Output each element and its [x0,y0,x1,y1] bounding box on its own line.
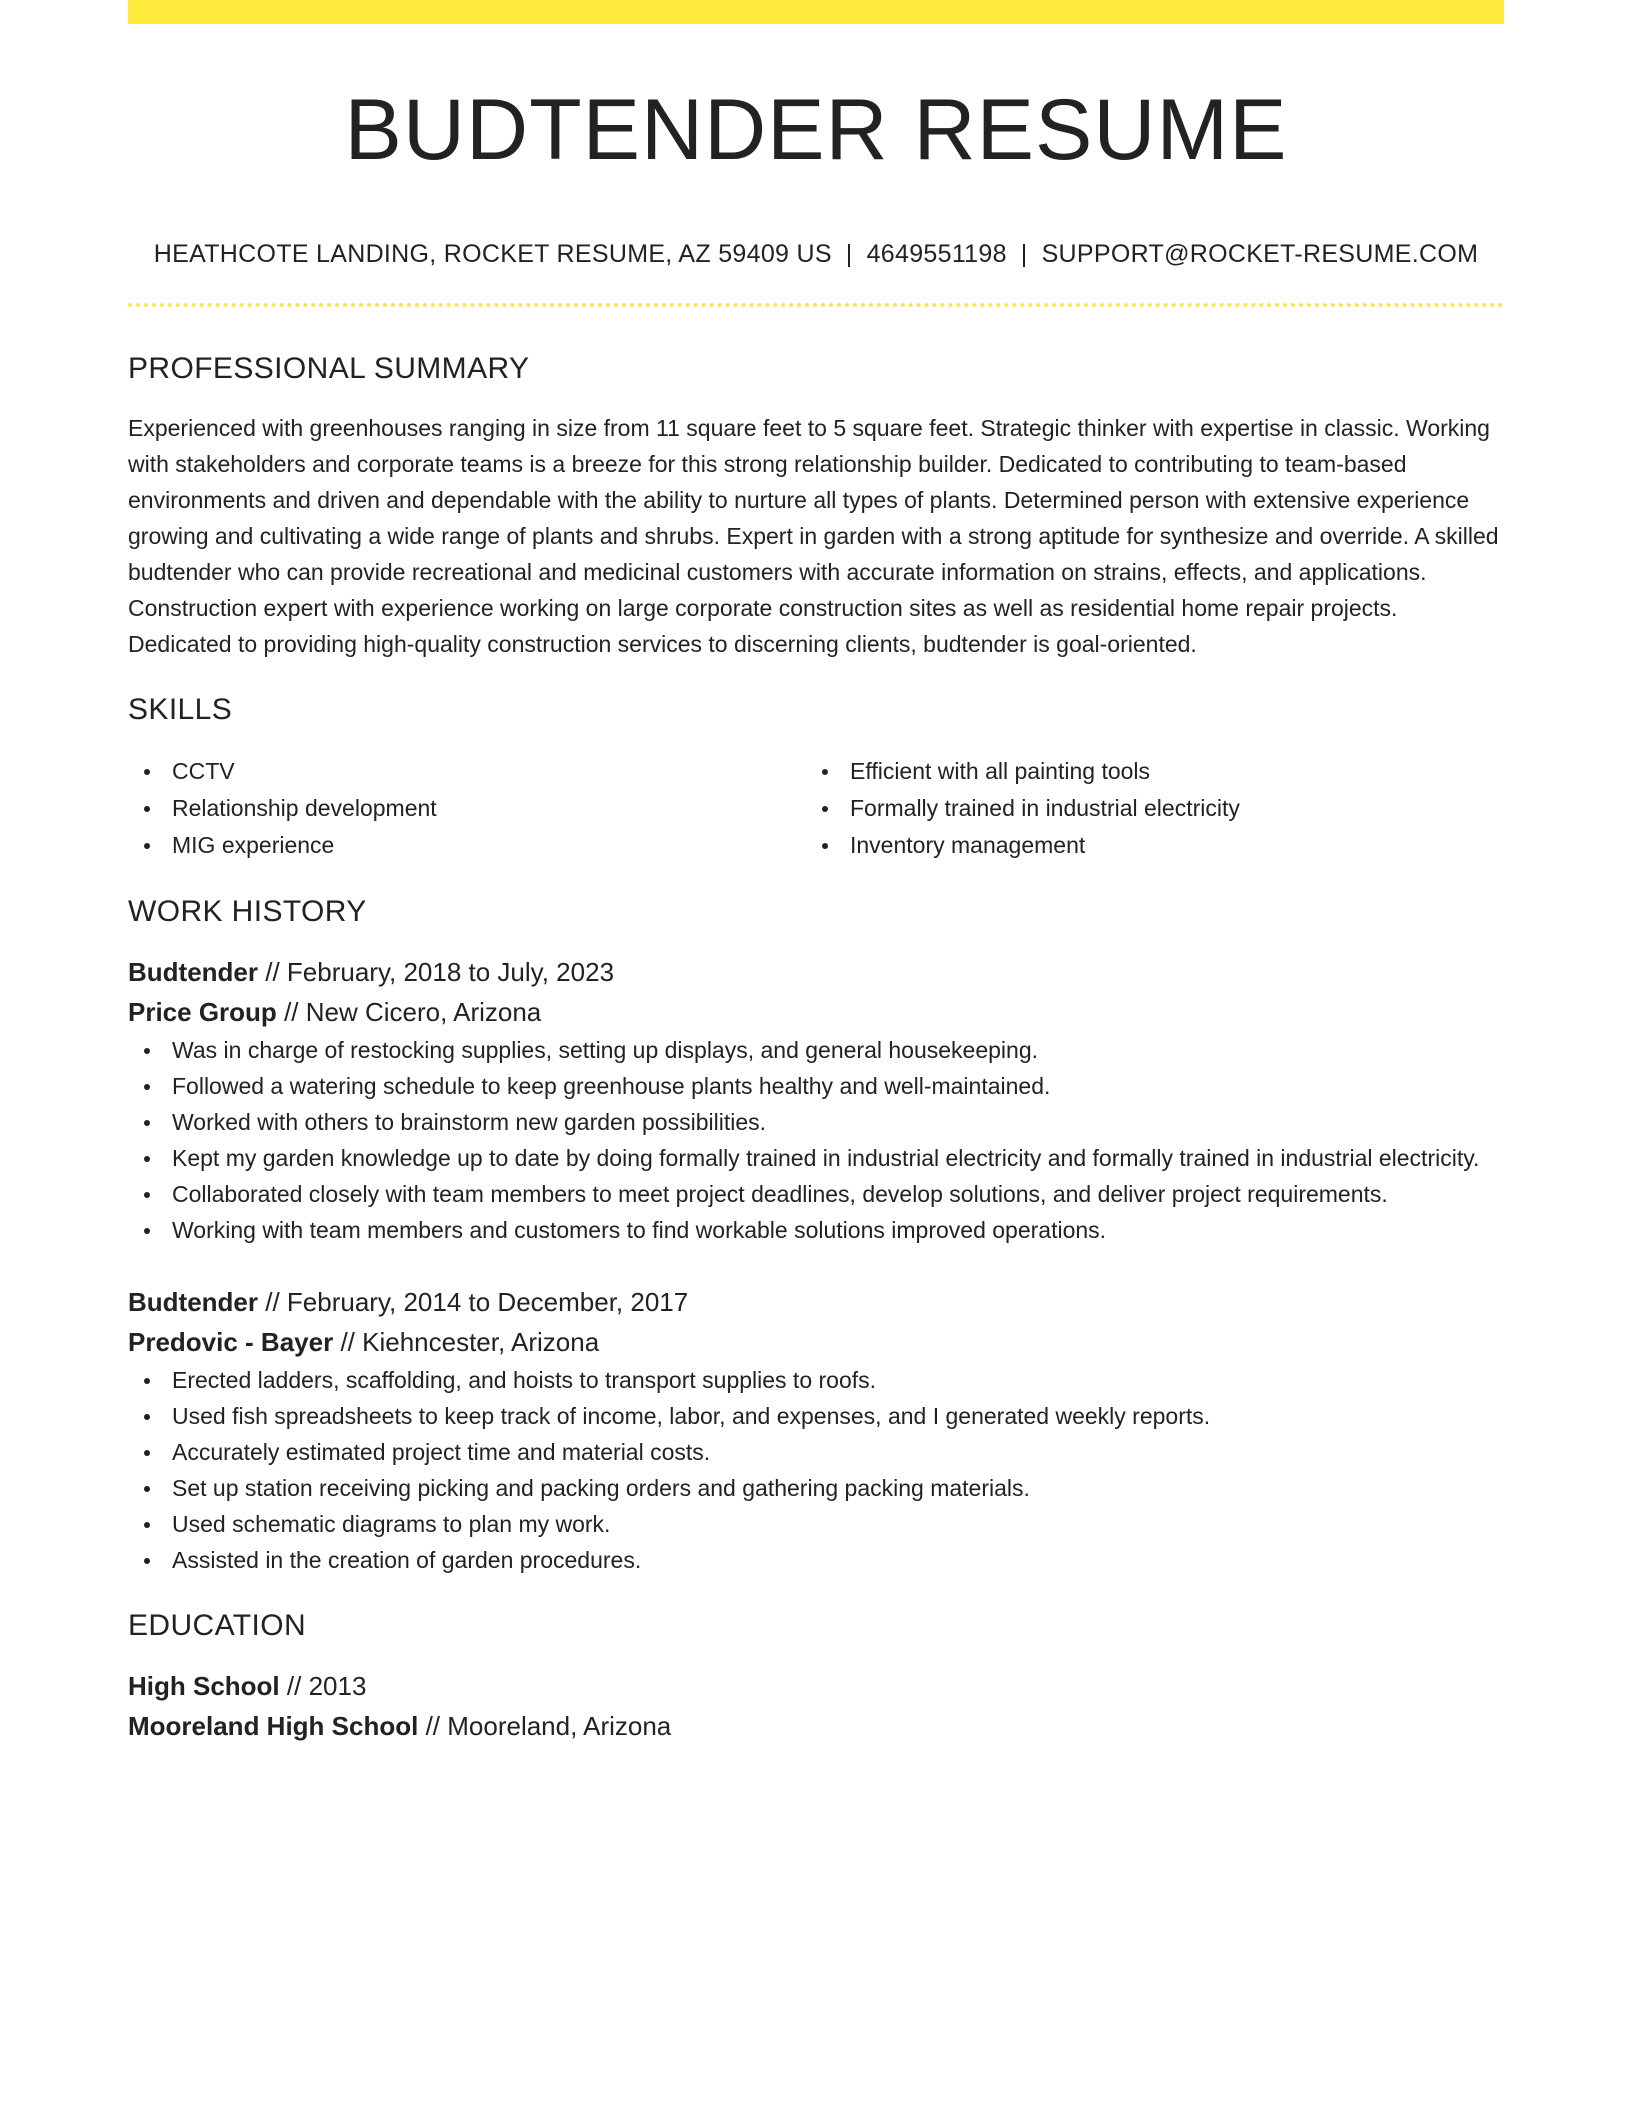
contact-phone: 4649551198 [866,239,1007,268]
duty-text: Working with team members and customers to find workable solutions improved operations. [172,1216,1107,1243]
duty-item [128,1470,1504,1506]
job-company-line [128,992,1504,1032]
bullet-icon [144,1192,150,1198]
education-school-line [128,1706,1504,1746]
duty-item [128,1032,1504,1068]
skills-column-left [128,753,806,864]
duty-text: Erected ladders, scaffolding, and hoists to transport supplies to roofs. [172,1366,877,1393]
job-title: Budtender [128,956,258,987]
duty-text: Worked with others to brainstorm new garden possibilities. [172,1108,767,1135]
skill-text: Efficient with all painting tools [850,757,1151,784]
contact-address: HEATHCOTE LANDING, ROCKET RESUME, AZ 59409 US [153,239,832,268]
bullet-icon [144,1558,150,1564]
skill-text: Formally trained in industrial electricity [850,794,1240,821]
bullet-icon [822,843,828,849]
summary-heading: PROFESSIONAL SUMMARY [128,351,530,385]
bullet-icon [144,1414,150,1420]
duty-item [128,1104,1504,1140]
bullet-icon [822,806,828,812]
job-entry [128,1282,1504,1578]
skills-heading: SKILLS [128,692,233,726]
skills-column-right [806,753,1484,864]
duty-text: Set up station receiving picking and packing orders and gathering packing materials. [172,1474,1030,1501]
job-title-line [128,1282,1504,1322]
contact-separator: | [1020,239,1028,268]
job-entry [128,952,1504,1248]
job-title: Budtender [128,1286,258,1317]
bullet-icon [144,1486,150,1492]
skill-text: Inventory management [850,831,1086,858]
bullet-icon [822,769,828,775]
skill-item [128,790,806,827]
contact-line [128,238,1504,270]
bullet-icon [144,1120,150,1126]
bullet-icon [144,1228,150,1234]
education-year: // 2013 [286,1670,367,1701]
skill-item [806,790,1484,827]
education-degree-line [128,1666,1504,1706]
duty-item [128,1362,1504,1398]
job-dates: // February, 2014 to December, 2017 [265,1286,689,1317]
education-location: // Mooreland, Arizona [425,1710,672,1741]
resume-page [128,0,1504,1746]
bullet-icon [144,1450,150,1456]
skill-item [806,827,1484,864]
duty-item [128,1506,1504,1542]
job-location: // Kiehncester, Arizona [340,1326,600,1357]
duty-item [128,1176,1504,1212]
education-school: Mooreland High School [128,1710,419,1741]
education-heading: EDUCATION [128,1608,307,1642]
bullet-icon [144,1378,150,1384]
skill-text: Relationship development [172,794,437,821]
bullet-icon [144,843,150,849]
accent-bar [128,0,1504,24]
bullet-icon [144,1156,150,1162]
job-company: Predovic - Bayer [128,1326,334,1357]
skill-text: CCTV [172,757,235,784]
duty-item [128,1068,1504,1104]
work-history-heading: WORK HISTORY [128,894,367,928]
bullet-icon [144,1522,150,1528]
duty-text: Was in charge of restocking supplies, setting up displays, and general housekeeping. [172,1036,1039,1063]
education-degree: High School [128,1670,280,1701]
skill-item [128,753,806,790]
job-title-line [128,952,1504,992]
contact-email: SUPPORT@ROCKET-RESUME.COM [1041,239,1479,268]
bullet-icon [144,1048,150,1054]
duty-text: Used fish spreadsheets to keep track of income, labor, and expenses, and I generated weekly reports. [172,1402,1211,1429]
bullet-icon [144,1084,150,1090]
resume-title: BUDTENDER RESUME [344,82,1288,178]
contact-separator: | [845,239,853,268]
duty-item [128,1542,1504,1578]
dotted-divider [128,303,1504,307]
duty-text: Used schematic diagrams to plan my work. [172,1510,611,1537]
duty-text: Collaborated closely with team members to meet project deadlines, develop solutions, and deliver project requirements. [172,1180,1388,1207]
skills-list [128,753,1504,864]
duty-text: Assisted in the creation of garden procedures. [172,1546,642,1573]
duty-item [128,1398,1504,1434]
job-dates: // February, 2018 to July, 2023 [265,956,615,987]
duty-text: Accurately estimated project time and material costs. [172,1438,711,1465]
bullet-icon [144,769,150,775]
summary-text: Experienced with greenhouses ranging in size from 11 square feet to 5 square feet. Strategic thinker with expertise in classic. Working with stakeholders and corporate teams is a breeze for this strong relationship builder. Dedicated to contributing to team-based environments and driven and dependable with the ability to nurture all types of plants. Determined person with extensive experience growing and cultivating a wide range of plants and shrubs. Expert in garden with a strong aptitude for synthesize and override. A skilled budtender who can provide recreational and medicinal customers with accurate information on strains, effects, and applications. Construction expert with experience working on large corporate construction sites as well as residential home repair projects. Dedicated to providing high-quality construction services to discerning clients, budtender is goal-oriented. [128,414,1499,657]
skill-item [806,753,1484,790]
job-company-line [128,1322,1504,1362]
duty-text: Followed a watering schedule to keep greenhouse plants healthy and well-maintained. [172,1072,1051,1099]
duty-item [128,1140,1504,1176]
job-location: // New Cicero, Arizona [284,996,542,1027]
job-duties [128,1032,1504,1248]
duty-item [128,1212,1504,1248]
bullet-icon [144,806,150,812]
job-duties [128,1362,1504,1578]
duty-item [128,1434,1504,1470]
skill-text: MIG experience [172,831,335,858]
job-company: Price Group [128,996,277,1027]
skill-item [128,827,806,864]
duty-text: Kept my garden knowledge up to date by doing formally trained in industrial electricity and formally trained in industrial electricity. [172,1144,1480,1171]
